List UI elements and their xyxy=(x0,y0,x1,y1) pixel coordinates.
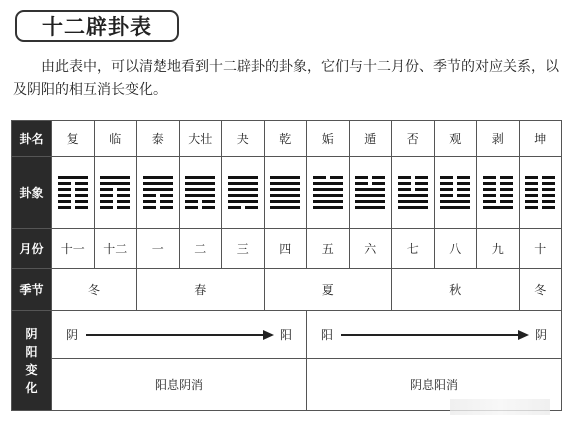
yang-line xyxy=(398,194,428,197)
hexagram-symbol xyxy=(222,157,265,229)
yin-line xyxy=(143,206,173,209)
hexagram-name: 遁 xyxy=(349,121,392,157)
hexagram-name: 大壮 xyxy=(179,121,222,157)
season-winter: 冬 xyxy=(52,269,137,311)
hexagram-name: 坤 xyxy=(519,121,562,157)
yin-line xyxy=(525,188,555,191)
hexagram-name: 乾 xyxy=(264,121,307,157)
twelve-hexagram-table xyxy=(11,120,562,411)
arrow-right-icon xyxy=(341,334,527,336)
hexagram-symbol xyxy=(264,157,307,229)
yang-line xyxy=(228,182,258,185)
season-autumn: 秋 xyxy=(392,269,520,311)
hexagram-symbol xyxy=(349,157,392,229)
yang-line xyxy=(228,194,258,197)
yang-line xyxy=(143,188,173,191)
row-names xyxy=(12,121,562,157)
hexagram-symbol xyxy=(434,157,477,229)
yin-line xyxy=(483,176,513,179)
row-months xyxy=(12,229,562,269)
yang-line xyxy=(270,188,300,191)
hexagram-icon xyxy=(483,173,513,212)
season-spring: 春 xyxy=(137,269,265,311)
yin-line xyxy=(398,188,428,191)
yin-line xyxy=(228,206,258,209)
hexagram-symbol xyxy=(94,157,137,229)
yin-line xyxy=(58,200,88,203)
yin-line xyxy=(440,176,470,179)
header-yinyang xyxy=(12,311,52,411)
month-cell: 二 xyxy=(179,229,222,269)
month-cell: 四 xyxy=(264,229,307,269)
yin-line xyxy=(525,194,555,197)
yang-line xyxy=(483,206,513,209)
yin-line xyxy=(525,182,555,185)
hexagram-symbol xyxy=(179,157,222,229)
yang-line xyxy=(355,188,385,191)
arrow-right-icon xyxy=(86,334,272,336)
yin-line xyxy=(440,194,470,197)
intro-paragraph: 由此表中，可以清楚地看到十二辟卦的卦象，它们与十二月份、季节的对应关系，以及阴阳的相互消长变化。 xyxy=(13,59,559,98)
yang-line xyxy=(100,176,130,179)
month-cell: 一 xyxy=(137,229,180,269)
yin-line xyxy=(525,176,555,179)
yin-line xyxy=(100,200,130,203)
yin-line xyxy=(100,188,130,191)
yin-line xyxy=(355,182,385,185)
header-month: 月份 xyxy=(12,229,52,269)
hexagram-name: 夬 xyxy=(222,121,265,157)
yang-line xyxy=(355,194,385,197)
hexagram-icon xyxy=(525,173,555,212)
hexagram-name: 剥 xyxy=(477,121,520,157)
page-title: 十二辟卦表 xyxy=(15,10,179,42)
row-images xyxy=(12,157,562,229)
month-cell: 十 xyxy=(519,229,562,269)
change-left-from: 阴 xyxy=(66,328,79,342)
header-season: 季节 xyxy=(12,269,52,311)
row-change-arrows xyxy=(12,311,562,359)
month-cell: 十一 xyxy=(52,229,95,269)
yang-line xyxy=(270,194,300,197)
yang-line xyxy=(270,182,300,185)
yin-line xyxy=(440,188,470,191)
yang-line xyxy=(58,176,88,179)
hexagram-icon xyxy=(100,173,130,212)
yang-line xyxy=(270,200,300,203)
header-name: 卦名 xyxy=(12,121,52,157)
row-seasons xyxy=(12,269,562,311)
change-right-arrow xyxy=(307,311,562,359)
hexagram-symbol xyxy=(52,157,95,229)
yang-line xyxy=(228,176,258,179)
month-cell: 八 xyxy=(434,229,477,269)
yin-line xyxy=(483,200,513,203)
hexagram-icon xyxy=(185,173,215,212)
yin-line xyxy=(483,182,513,185)
change-right-from: 阳 xyxy=(321,328,334,342)
yang-line xyxy=(313,188,343,191)
yin-line xyxy=(483,194,513,197)
hexagram-icon xyxy=(398,173,428,212)
yang-line xyxy=(313,182,343,185)
hexagram-symbol xyxy=(477,157,520,229)
yang-line xyxy=(228,200,258,203)
yang-line xyxy=(440,200,470,203)
yang-line xyxy=(398,200,428,203)
hexagram-icon xyxy=(228,173,258,212)
yang-line xyxy=(143,176,173,179)
hexagram-name: 姤 xyxy=(307,121,350,157)
yang-line xyxy=(228,188,258,191)
hexagram-icon xyxy=(313,173,343,212)
month-cell: 三 xyxy=(222,229,265,269)
month-cell: 五 xyxy=(307,229,350,269)
month-cell: 九 xyxy=(477,229,520,269)
month-cell: 七 xyxy=(392,229,435,269)
yang-line xyxy=(355,206,385,209)
yang-line xyxy=(313,200,343,203)
hexagram-symbol xyxy=(392,157,435,229)
hexagram-symbol xyxy=(519,157,562,229)
hexagram-name: 复 xyxy=(52,121,95,157)
yin-line xyxy=(313,176,343,179)
yang-line xyxy=(270,206,300,209)
yin-line xyxy=(440,182,470,185)
hexagram-icon xyxy=(355,173,385,212)
yang-line xyxy=(185,182,215,185)
change-right-caption: 阴息阳消 xyxy=(307,359,562,411)
yin-line xyxy=(398,176,428,179)
month-cell: 六 xyxy=(349,229,392,269)
hexagram-name: 否 xyxy=(392,121,435,157)
yin-line xyxy=(143,200,173,203)
change-left-caption: 阳息阴消 xyxy=(52,359,307,411)
yang-line xyxy=(270,176,300,179)
watermark xyxy=(450,399,550,415)
change-left-to: 阳 xyxy=(279,328,292,342)
hexagram-icon xyxy=(143,173,173,212)
yang-line xyxy=(185,194,215,197)
change-left-arrow xyxy=(52,311,307,359)
yin-line xyxy=(525,200,555,203)
yang-line xyxy=(313,194,343,197)
yin-line xyxy=(143,194,173,197)
yin-line xyxy=(525,206,555,209)
header-image: 卦象 xyxy=(12,157,52,229)
hexagram-name: 观 xyxy=(434,121,477,157)
yin-line xyxy=(483,188,513,191)
yang-line xyxy=(398,206,428,209)
change-right-to: 阴 xyxy=(534,328,547,342)
hexagram-symbol xyxy=(137,157,180,229)
yin-line xyxy=(185,200,215,203)
yang-line xyxy=(185,176,215,179)
yang-line xyxy=(185,188,215,191)
hexagram-icon xyxy=(270,173,300,212)
yin-line xyxy=(100,194,130,197)
yin-line xyxy=(58,206,88,209)
yin-line xyxy=(185,206,215,209)
yang-line xyxy=(355,200,385,203)
header-yinyang-label: 阴阳变化 xyxy=(25,326,38,395)
yang-line xyxy=(440,206,470,209)
hexagram-name: 泰 xyxy=(137,121,180,157)
yang-line xyxy=(313,206,343,209)
season-summer: 夏 xyxy=(264,269,392,311)
yin-line xyxy=(58,188,88,191)
yin-line xyxy=(398,182,428,185)
yang-line xyxy=(100,182,130,185)
month-cell: 十二 xyxy=(94,229,137,269)
hexagram-symbol xyxy=(307,157,350,229)
hexagram-name: 临 xyxy=(94,121,137,157)
yin-line xyxy=(58,194,88,197)
yin-line xyxy=(58,182,88,185)
yang-line xyxy=(143,182,173,185)
hexagram-icon xyxy=(58,173,88,212)
yin-line xyxy=(355,176,385,179)
hexagram-icon xyxy=(440,173,470,212)
season-winter-end: 冬 xyxy=(519,269,562,311)
yin-line xyxy=(100,206,130,209)
